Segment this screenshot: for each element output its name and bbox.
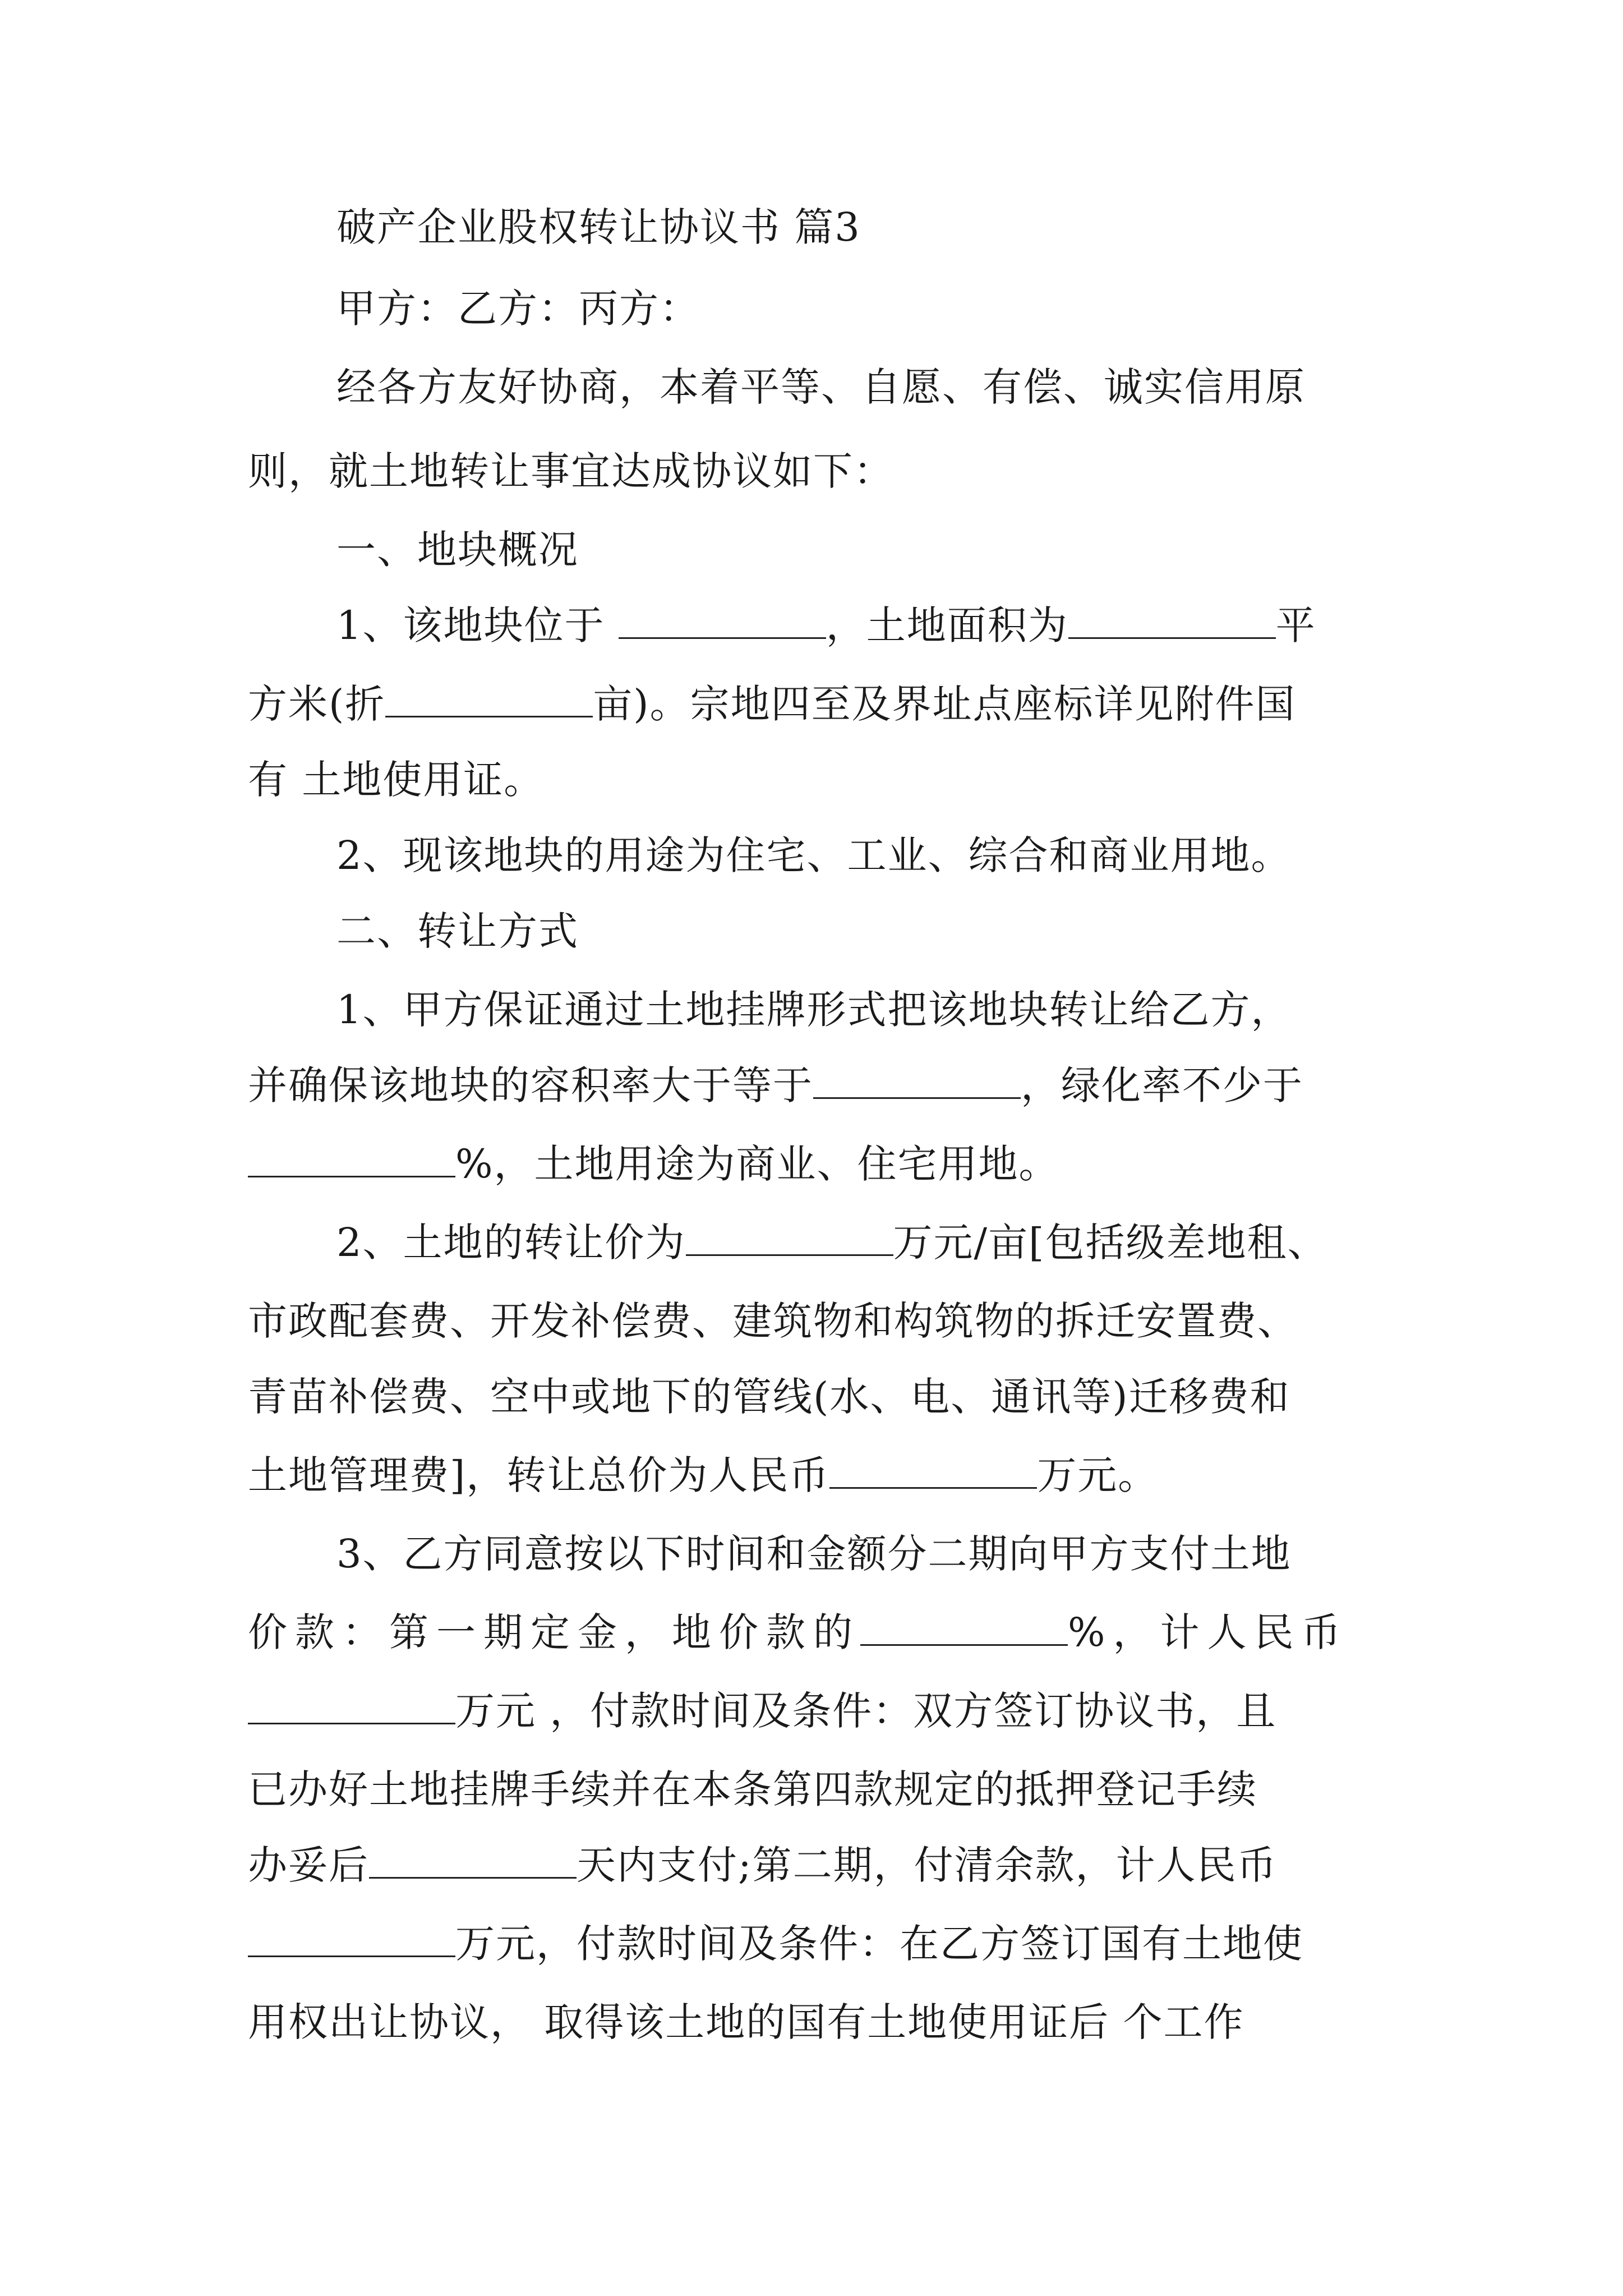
text-segment: 市政配套费、开发补偿费、建筑物和构筑物的拆迁安置费、 [248, 1298, 1298, 1344]
paragraph-line [336, 1214, 1486, 1271]
paragraph-line [336, 827, 1486, 884]
text-segment: 1、该地块位于 [336, 602, 619, 648]
paragraph-line [248, 1994, 1398, 2050]
text-segment: 1、甲方保证通过土地挂牌形式把该地块转让给乙方， [336, 987, 1292, 1033]
section-heading [336, 903, 1486, 959]
paragraph-line [336, 982, 1486, 1038]
paragraph-line [248, 1293, 1398, 1349]
paragraph-line [248, 1136, 1398, 1192]
text-segment: 已办好土地挂牌手续并在本条第四款规定的抵押登记手续 [248, 1766, 1257, 1812]
text-segment: 用权出让协议， 取得该土地的国有土地使用证后 个工作 [248, 1999, 1244, 2045]
text-segment: 2、现该地块的用途为住宅、工业、综合和商业用地。 [336, 832, 1292, 878]
text-segment: 万元，付款时间及条件：在乙方签订国有土地使 [455, 1921, 1303, 1967]
text-segment: %，计人民币 [1068, 1609, 1349, 1655]
paragraph-line [248, 1683, 1398, 1739]
text-segment: 一、地块概况 [336, 527, 579, 573]
fill-in-blank [385, 680, 593, 717]
text-segment: 平 [1275, 602, 1316, 648]
text-segment: 价款：第一期定金，地价款的 [248, 1609, 860, 1655]
fill-in-blank [248, 1920, 455, 1957]
paragraph-line [336, 1526, 1486, 1582]
text-segment: 万元 ，付款时间及条件：双方签订协议书，且 [455, 1688, 1277, 1734]
fill-in-blank [813, 1062, 1021, 1099]
text-segment: 亩)。宗地四至及界址点座标详见附件国 [593, 681, 1296, 727]
paragraph-line [248, 1761, 1398, 1818]
text-segment: 青苗补偿费、空中或地下的管线(水、电、通讯等)迁移费和 [248, 1374, 1290, 1420]
text-segment: 万元/亩[包括级差地租、 [893, 1220, 1328, 1266]
text-segment: 2、土地的转让价为 [336, 1220, 686, 1266]
paragraph-line [248, 676, 1398, 732]
text-segment: 经各方友好协商，本着平等、自愿、有偿、诚实信用原 [336, 364, 1306, 410]
paragraph-line [248, 1916, 1398, 1972]
fill-in-blank [248, 1140, 455, 1177]
paragraph-line [248, 752, 1398, 808]
text-segment: %，土地用途为商业、住宅用地。 [455, 1141, 1059, 1187]
fill-in-blank [1068, 602, 1276, 639]
paragraph-line [248, 1604, 1398, 1660]
fill-in-blank [686, 1219, 893, 1256]
paragraph-line [248, 1837, 1398, 1893]
text-segment: 并确保该地块的容积率大于等于 [248, 1062, 813, 1108]
fill-in-blank [248, 1687, 455, 1724]
text-segment: 二、转让方式 [336, 908, 579, 954]
document-title: 破产企业股权转让协议书 篇3 [336, 204, 861, 250]
fill-in-blank [369, 1842, 577, 1879]
paragraph-line [248, 1447, 1398, 1503]
text-segment: 则，就土地转让事宜达成协议如下： [248, 448, 894, 494]
text-segment: 有 土地使用证。 [248, 757, 545, 803]
paragraph-line [336, 597, 1486, 654]
paragraph-line [248, 1369, 1398, 1425]
parties-line: 甲方：乙方：丙方： [336, 286, 700, 332]
fill-in-blank [829, 1452, 1037, 1489]
text-segment: 3、乙方同意按以下时间和金额分二期向甲方支付土地 [336, 1531, 1292, 1577]
text-segment: 土地管理费]，转让总价为人民币 [248, 1452, 830, 1498]
paragraph-line [248, 443, 1398, 499]
text-segment: 方米(折 [248, 681, 386, 727]
text-segment: 办妥后 [248, 1842, 369, 1888]
fill-in-blank [619, 602, 826, 639]
text-segment: ，土地面积为 [826, 602, 1068, 648]
paragraph-line [336, 359, 1486, 415]
text-segment: 万元。 [1037, 1452, 1159, 1498]
section-heading [336, 522, 1486, 578]
fill-in-blank [860, 1609, 1068, 1646]
text-segment: 天内支付;第二期，付清余款，计人民币 [577, 1842, 1278, 1888]
paragraph-line [248, 1057, 1398, 1114]
text-segment: ，绿化率不少于 [1021, 1062, 1303, 1108]
